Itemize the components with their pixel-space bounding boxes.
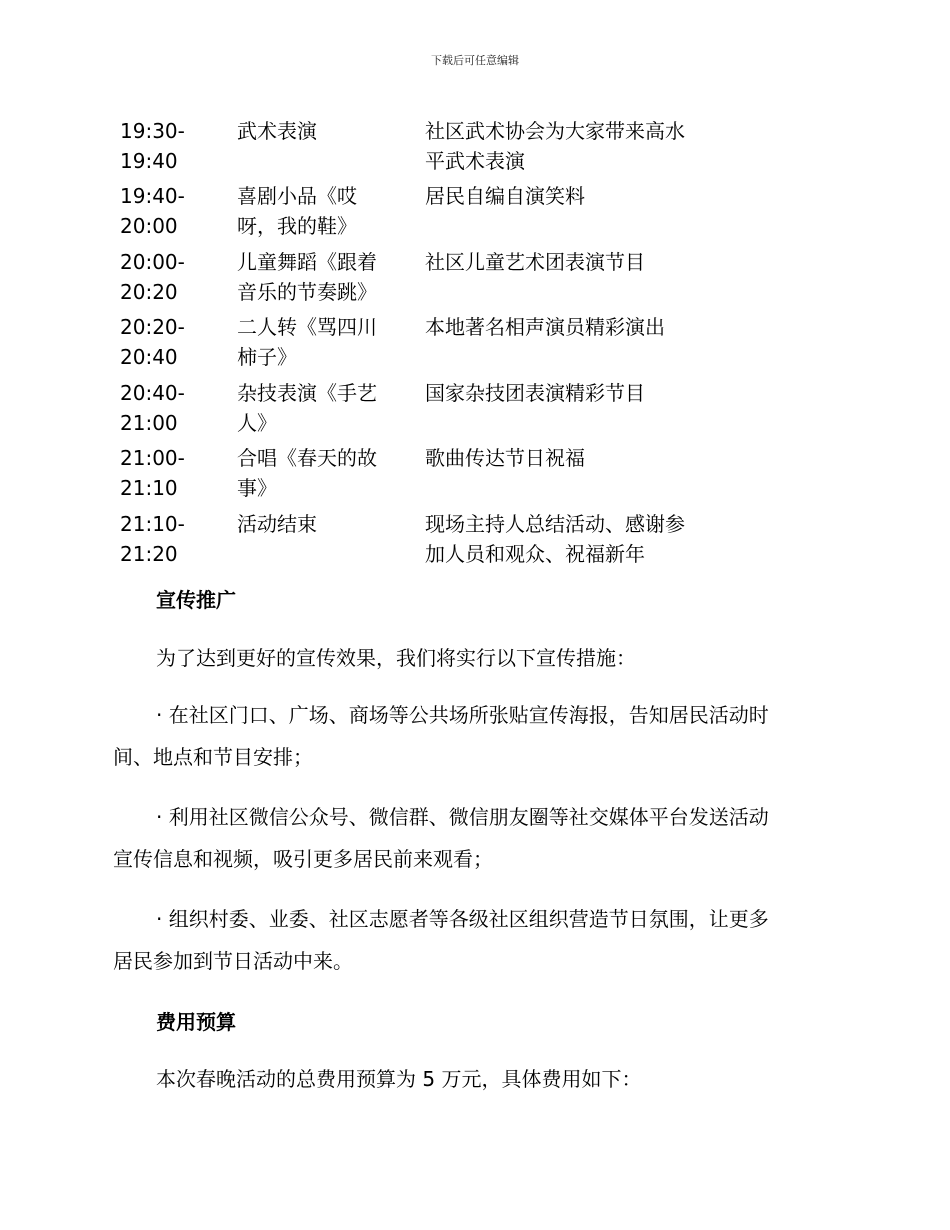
schedule-program-line: 喜剧小品《哎 [237, 184, 357, 208]
schedule-time [120, 378, 220, 438]
schedule-time-line: 20:00- [120, 250, 185, 274]
schedule-program [237, 116, 407, 146]
schedule-time-line: 21:10- [120, 512, 185, 536]
schedule-time-line: 20:00 [120, 214, 178, 238]
schedule-description [425, 116, 725, 176]
schedule-program-line: 武术表演 [237, 119, 317, 143]
schedule-time-line: 20:40 [120, 345, 178, 369]
schedule-description [425, 312, 725, 342]
schedule-time [120, 181, 220, 241]
schedule-time-line: 19:30- [120, 119, 185, 143]
schedule-time-line: 21:10 [120, 476, 178, 500]
schedule-description-line: 歌曲传达节日祝福 [425, 446, 585, 470]
schedule-description-line: 社区武术协会为大家带来高水 [425, 119, 685, 143]
schedule-description [425, 378, 725, 408]
schedule-time [120, 443, 220, 503]
schedule-program-line: 儿童舞蹈《跟着 [237, 250, 377, 274]
promotion-bullet-3: · 组织村委、业委、社区志愿者等各级社区组织营造节日氛围，让更多 居民参加到节日活动中来。 [113, 907, 769, 973]
schedule-time-line: 21:00- [120, 446, 185, 470]
schedule-program [237, 378, 407, 438]
schedule-time [120, 116, 220, 176]
schedule-program-line: 柿子》 [237, 345, 297, 369]
schedule-time-line: 20:20- [120, 315, 185, 339]
schedule-time-line: 19:40- [120, 184, 185, 208]
promotion-bullet-2: · 利用社区微信公众号、微信群、微信朋友圈等社交媒体平台发送活动 宣传信息和视频，吸引更多居民前来观看； [113, 805, 769, 871]
schedule-description-line: 现场主持人总结活动、感谢参 [425, 512, 685, 536]
schedule-program [237, 509, 407, 539]
schedule-description-line: 本地著名相声演员精彩演出 [425, 315, 665, 339]
schedule-time-line: 20:40- [120, 381, 185, 405]
schedule-time-line: 21:00 [120, 411, 178, 435]
schedule-description-line: 社区儿童艺术团表演节目 [425, 250, 645, 274]
schedule-program-line: 人》 [237, 411, 277, 435]
promotion-heading: 宣传推广 [156, 588, 236, 612]
schedule-program-line: 杂技表演《手艺 [237, 381, 377, 405]
page-header: 下载后可任意编辑 [431, 54, 519, 67]
schedule-time-line: 20:20 [120, 280, 178, 304]
schedule-program-line: 活动结束 [237, 512, 317, 536]
schedule-program [237, 443, 407, 503]
schedule-description-line: 国家杂技团表演精彩节目 [425, 381, 645, 405]
schedule-description-line: 平武术表演 [425, 149, 525, 173]
schedule-time [120, 509, 220, 569]
schedule-program-line: 事》 [237, 476, 277, 500]
schedule-description-line: 居民自编自演笑料 [425, 184, 585, 208]
schedule-description-line: 加人员和观众、祝福新年 [425, 542, 645, 566]
schedule-program [237, 312, 407, 372]
schedule-time [120, 312, 220, 372]
schedule-program-line: 合唱《春天的故 [237, 446, 377, 470]
budget-heading: 费用预算 [156, 1010, 236, 1034]
schedule-program [237, 181, 407, 241]
promotion-intro: 为了达到更好的宣传效果，我们将实行以下宣传措施： [156, 646, 636, 670]
schedule-description [425, 509, 725, 569]
schedule-program-line: 二人转《骂四川 [237, 315, 377, 339]
schedule-program-line: 呀，我的鞋》 [237, 214, 357, 238]
schedule-description [425, 247, 725, 277]
budget-intro: 本次春晚活动的总费用预算为 5 万元，具体费用如下： [156, 1067, 642, 1091]
schedule-description [425, 181, 725, 211]
schedule-time-line: 19:40 [120, 149, 178, 173]
schedule-time-line: 21:20 [120, 542, 178, 566]
schedule-time [120, 247, 220, 307]
schedule-program-line: 音乐的节奏跳》 [237, 280, 377, 304]
schedule-description [425, 443, 725, 473]
schedule-program [237, 247, 407, 307]
promotion-bullet-1: · 在社区门口、广场、商场等公共场所张贴宣传海报，告知居民活动时 间、地点和节目安排； [113, 703, 769, 769]
